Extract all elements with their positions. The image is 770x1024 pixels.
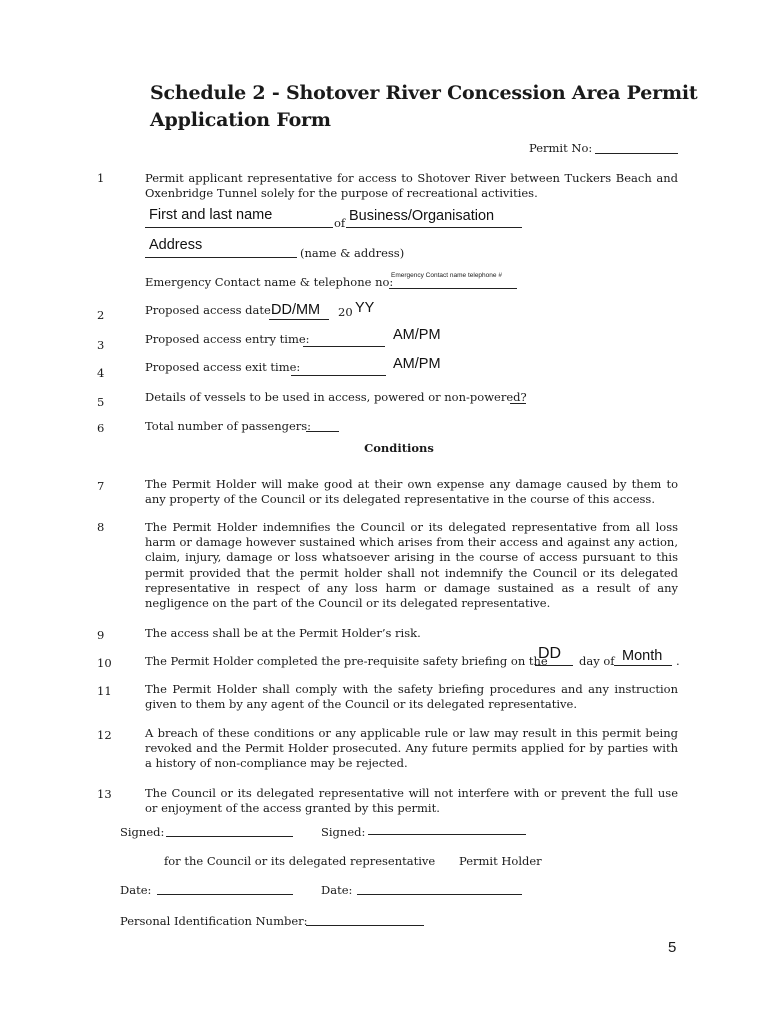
condition-7-text: The Permit Holder will make good at their own expense any damage caused by them to any property of the Council or its delegated representative in the course of this access. bbox=[145, 477, 678, 507]
item-number: 5 bbox=[97, 395, 105, 409]
permit-no-field[interactable] bbox=[595, 153, 678, 154]
council-caption: for the Council or its delegated representative bbox=[164, 854, 436, 868]
item-number: 2 bbox=[97, 308, 105, 322]
item-number: 3 bbox=[97, 338, 105, 352]
date-label-holder: Date: bbox=[321, 883, 353, 897]
condition-10-end: . bbox=[676, 654, 680, 668]
exit-time-label: Proposed access exit time: bbox=[145, 360, 301, 374]
item-number: 7 bbox=[97, 479, 105, 493]
holder-date-field[interactable] bbox=[357, 894, 522, 895]
page-title-line2: Application Form bbox=[150, 109, 331, 131]
passengers-label: Total number of passengers: bbox=[145, 419, 312, 433]
day-of-label: day of bbox=[579, 654, 615, 668]
item-number: 10 bbox=[97, 656, 112, 670]
pin-label: Personal Identification Number: bbox=[120, 914, 308, 928]
condition-8-text: The Permit Holder indemnifies the Council or its delegated representative from all loss harm or damage however sustained which arises from their access and against any action, claim, injury, damage or loss whatsoever arising in the course of access pursuant to this permit provided that the permit holder shall not indemnify the Council or its delegated representative in respect of any loss harm or damage sustained as a result of any negligence on the part of the Council or its delegated representative. bbox=[145, 520, 678, 611]
access-date-field[interactable] bbox=[269, 319, 329, 320]
date-label-council: Date: bbox=[120, 883, 152, 897]
pin-field[interactable] bbox=[306, 925, 424, 926]
condition-12-text: A breach of these conditions or any applicable rule or law may result in this permit being revoked and the Permit Holder prosecuted. Any future permits applied for by parties with a history of non-compliance may be rejected. bbox=[145, 726, 678, 771]
briefing-month-field[interactable] bbox=[614, 665, 672, 666]
council-date-field[interactable] bbox=[157, 894, 293, 895]
passengers-field[interactable] bbox=[306, 431, 339, 432]
vessels-field[interactable] bbox=[510, 403, 526, 404]
item-number: 1 bbox=[97, 171, 105, 185]
item-number: 4 bbox=[97, 366, 105, 380]
conditions-heading: Conditions bbox=[364, 441, 434, 455]
item-number: 13 bbox=[97, 787, 112, 801]
address-value: Address bbox=[149, 237, 203, 253]
item-number: 9 bbox=[97, 628, 105, 642]
name-address-label: (name & address) bbox=[300, 246, 405, 260]
condition-11-text: The Permit Holder shall comply with the safety briefing procedures and any instruction given to them by any agent of the Council or its delegated representative. bbox=[145, 682, 678, 712]
briefing-day-field[interactable] bbox=[535, 665, 573, 666]
applicant-name-field[interactable] bbox=[145, 227, 333, 228]
page-title: Schedule 2 - Shotover River Concession Area Permit bbox=[150, 82, 698, 104]
exit-time-field[interactable] bbox=[291, 375, 386, 376]
emergency-contact-value: Emergency Contact name telephone # bbox=[391, 272, 502, 279]
condition-9-text: The access shall be at the Permit Holder’s risk. bbox=[145, 626, 421, 640]
signed-label-holder: Signed: bbox=[321, 825, 366, 839]
condition-13-text: The Council or its delegated representative will not interfere with or prevent the full use or enjoyment of the access granted by this permit. bbox=[145, 786, 678, 816]
item-number: 8 bbox=[97, 520, 105, 534]
access-year-value: YY bbox=[355, 300, 375, 316]
vessels-label: Details of vessels to be used in access, powered or non-powered? bbox=[145, 390, 527, 404]
access-date-value: DD/MM bbox=[271, 302, 321, 318]
signed-label-council: Signed: bbox=[120, 825, 165, 839]
of-label: of bbox=[334, 216, 346, 230]
briefing-day-value: DD bbox=[538, 645, 562, 662]
entry-time-value: AM/PM bbox=[393, 327, 441, 343]
address-field[interactable] bbox=[145, 257, 297, 258]
exit-time-value: AM/PM bbox=[393, 356, 441, 372]
page-number: 5 bbox=[668, 939, 677, 956]
access-date-label: Proposed access date: bbox=[145, 303, 275, 317]
condition-10-text: The Permit Holder completed the pre-requisite safety briefing on the bbox=[145, 654, 548, 668]
organisation-value: Business/Organisation bbox=[349, 208, 495, 224]
item-number: 12 bbox=[97, 728, 112, 742]
entry-time-field[interactable] bbox=[303, 346, 385, 347]
organisation-field[interactable] bbox=[346, 227, 522, 228]
emergency-contact-label: Emergency Contact name & telephone no: bbox=[145, 275, 394, 289]
emergency-contact-field[interactable] bbox=[389, 288, 517, 289]
entry-time-label: Proposed access entry time: bbox=[145, 332, 310, 346]
year-prefix: 20 bbox=[338, 305, 353, 319]
item1-text: Permit applicant representative for access to Shotover River between Tuckers Beach and Oxenbridge Tunnel solely for the purpose of recreational activities. bbox=[145, 171, 678, 201]
council-signature-field[interactable] bbox=[166, 836, 293, 837]
permit-no-label: Permit No: bbox=[529, 141, 593, 155]
item-number: 6 bbox=[97, 421, 105, 435]
applicant-name-value: First and last name bbox=[149, 207, 273, 223]
holder-caption: Permit Holder bbox=[459, 854, 542, 868]
holder-signature-field[interactable] bbox=[368, 834, 526, 835]
item-number: 11 bbox=[97, 684, 112, 698]
briefing-month-value: Month bbox=[622, 648, 663, 664]
